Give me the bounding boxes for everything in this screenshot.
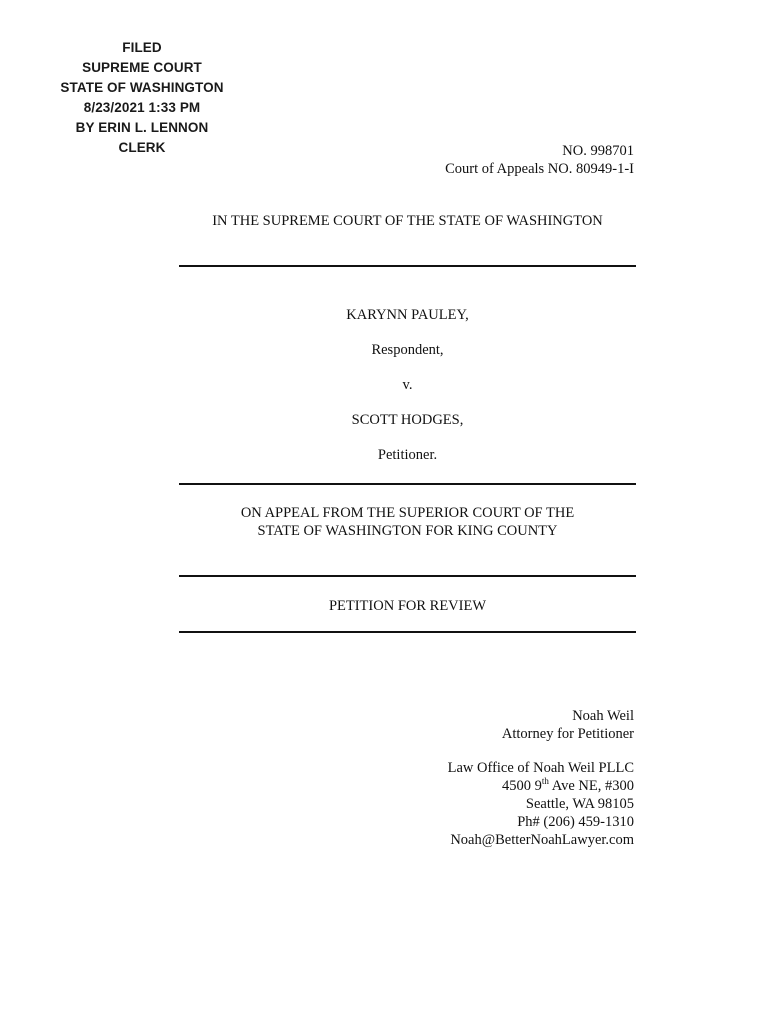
appeal-line-2: STATE OF WASHINGTON FOR KING COUNTY: [257, 523, 558, 539]
versus: v.: [402, 377, 413, 393]
stamp-state: STATE OF WASHINGTON: [60, 80, 224, 95]
attorney-name: Noah Weil: [572, 708, 634, 724]
street-number: 4500 9: [501, 778, 542, 794]
street-rest: Ave NE, #300: [548, 778, 634, 794]
respondent-name: KARYNN PAULEY,: [346, 307, 469, 323]
street-address: [448, 777, 634, 795]
court-title: [179, 212, 636, 230]
attorney-role: Attorney for Petitioner: [501, 726, 634, 742]
case-caption: [179, 306, 636, 464]
supreme-case-number: NO. 998701: [562, 143, 634, 159]
court-title-text: IN THE SUPREME COURT OF THE STATE OF WASHINGTON: [212, 213, 603, 229]
stamp-court: SUPREME COURT: [82, 60, 202, 75]
case-numbers: [445, 142, 634, 178]
stamp-clerk: CLERK: [118, 140, 166, 155]
stamp-filed: FILED: [122, 40, 162, 55]
document-title: [179, 597, 636, 615]
city-state-zip: Seattle, WA 98105: [525, 796, 634, 812]
divider-top: [179, 265, 636, 267]
filing-stamp: [40, 38, 244, 158]
respondent-role: Respondent,: [371, 342, 444, 358]
stamp-by: BY ERIN L. LENNON: [75, 120, 209, 135]
divider-appeal: [179, 575, 636, 577]
law-firm: Law Office of Noah Weil PLLC: [447, 760, 634, 776]
appeal-source: [179, 504, 636, 540]
divider-title: [179, 631, 636, 633]
phone-number: Ph# (206) 459-1310: [517, 814, 634, 830]
attorney-block: [448, 707, 634, 849]
divider-caption: [179, 483, 636, 485]
stamp-datetime: 8/23/2021 1:33 PM: [83, 100, 201, 115]
street-suffix: th: [541, 776, 549, 787]
petitioner-role: Petitioner.: [377, 447, 438, 463]
appeals-case-number: Court of Appeals NO. 80949-1-I: [445, 161, 634, 177]
email-address: Noah@BetterNoahLawyer.com: [450, 832, 634, 848]
petitioner-name: SCOTT HODGES,: [351, 412, 464, 428]
document-title-text: PETITION FOR REVIEW: [328, 598, 487, 614]
appeal-line-1: ON APPEAL FROM THE SUPERIOR COURT OF THE: [240, 505, 575, 521]
